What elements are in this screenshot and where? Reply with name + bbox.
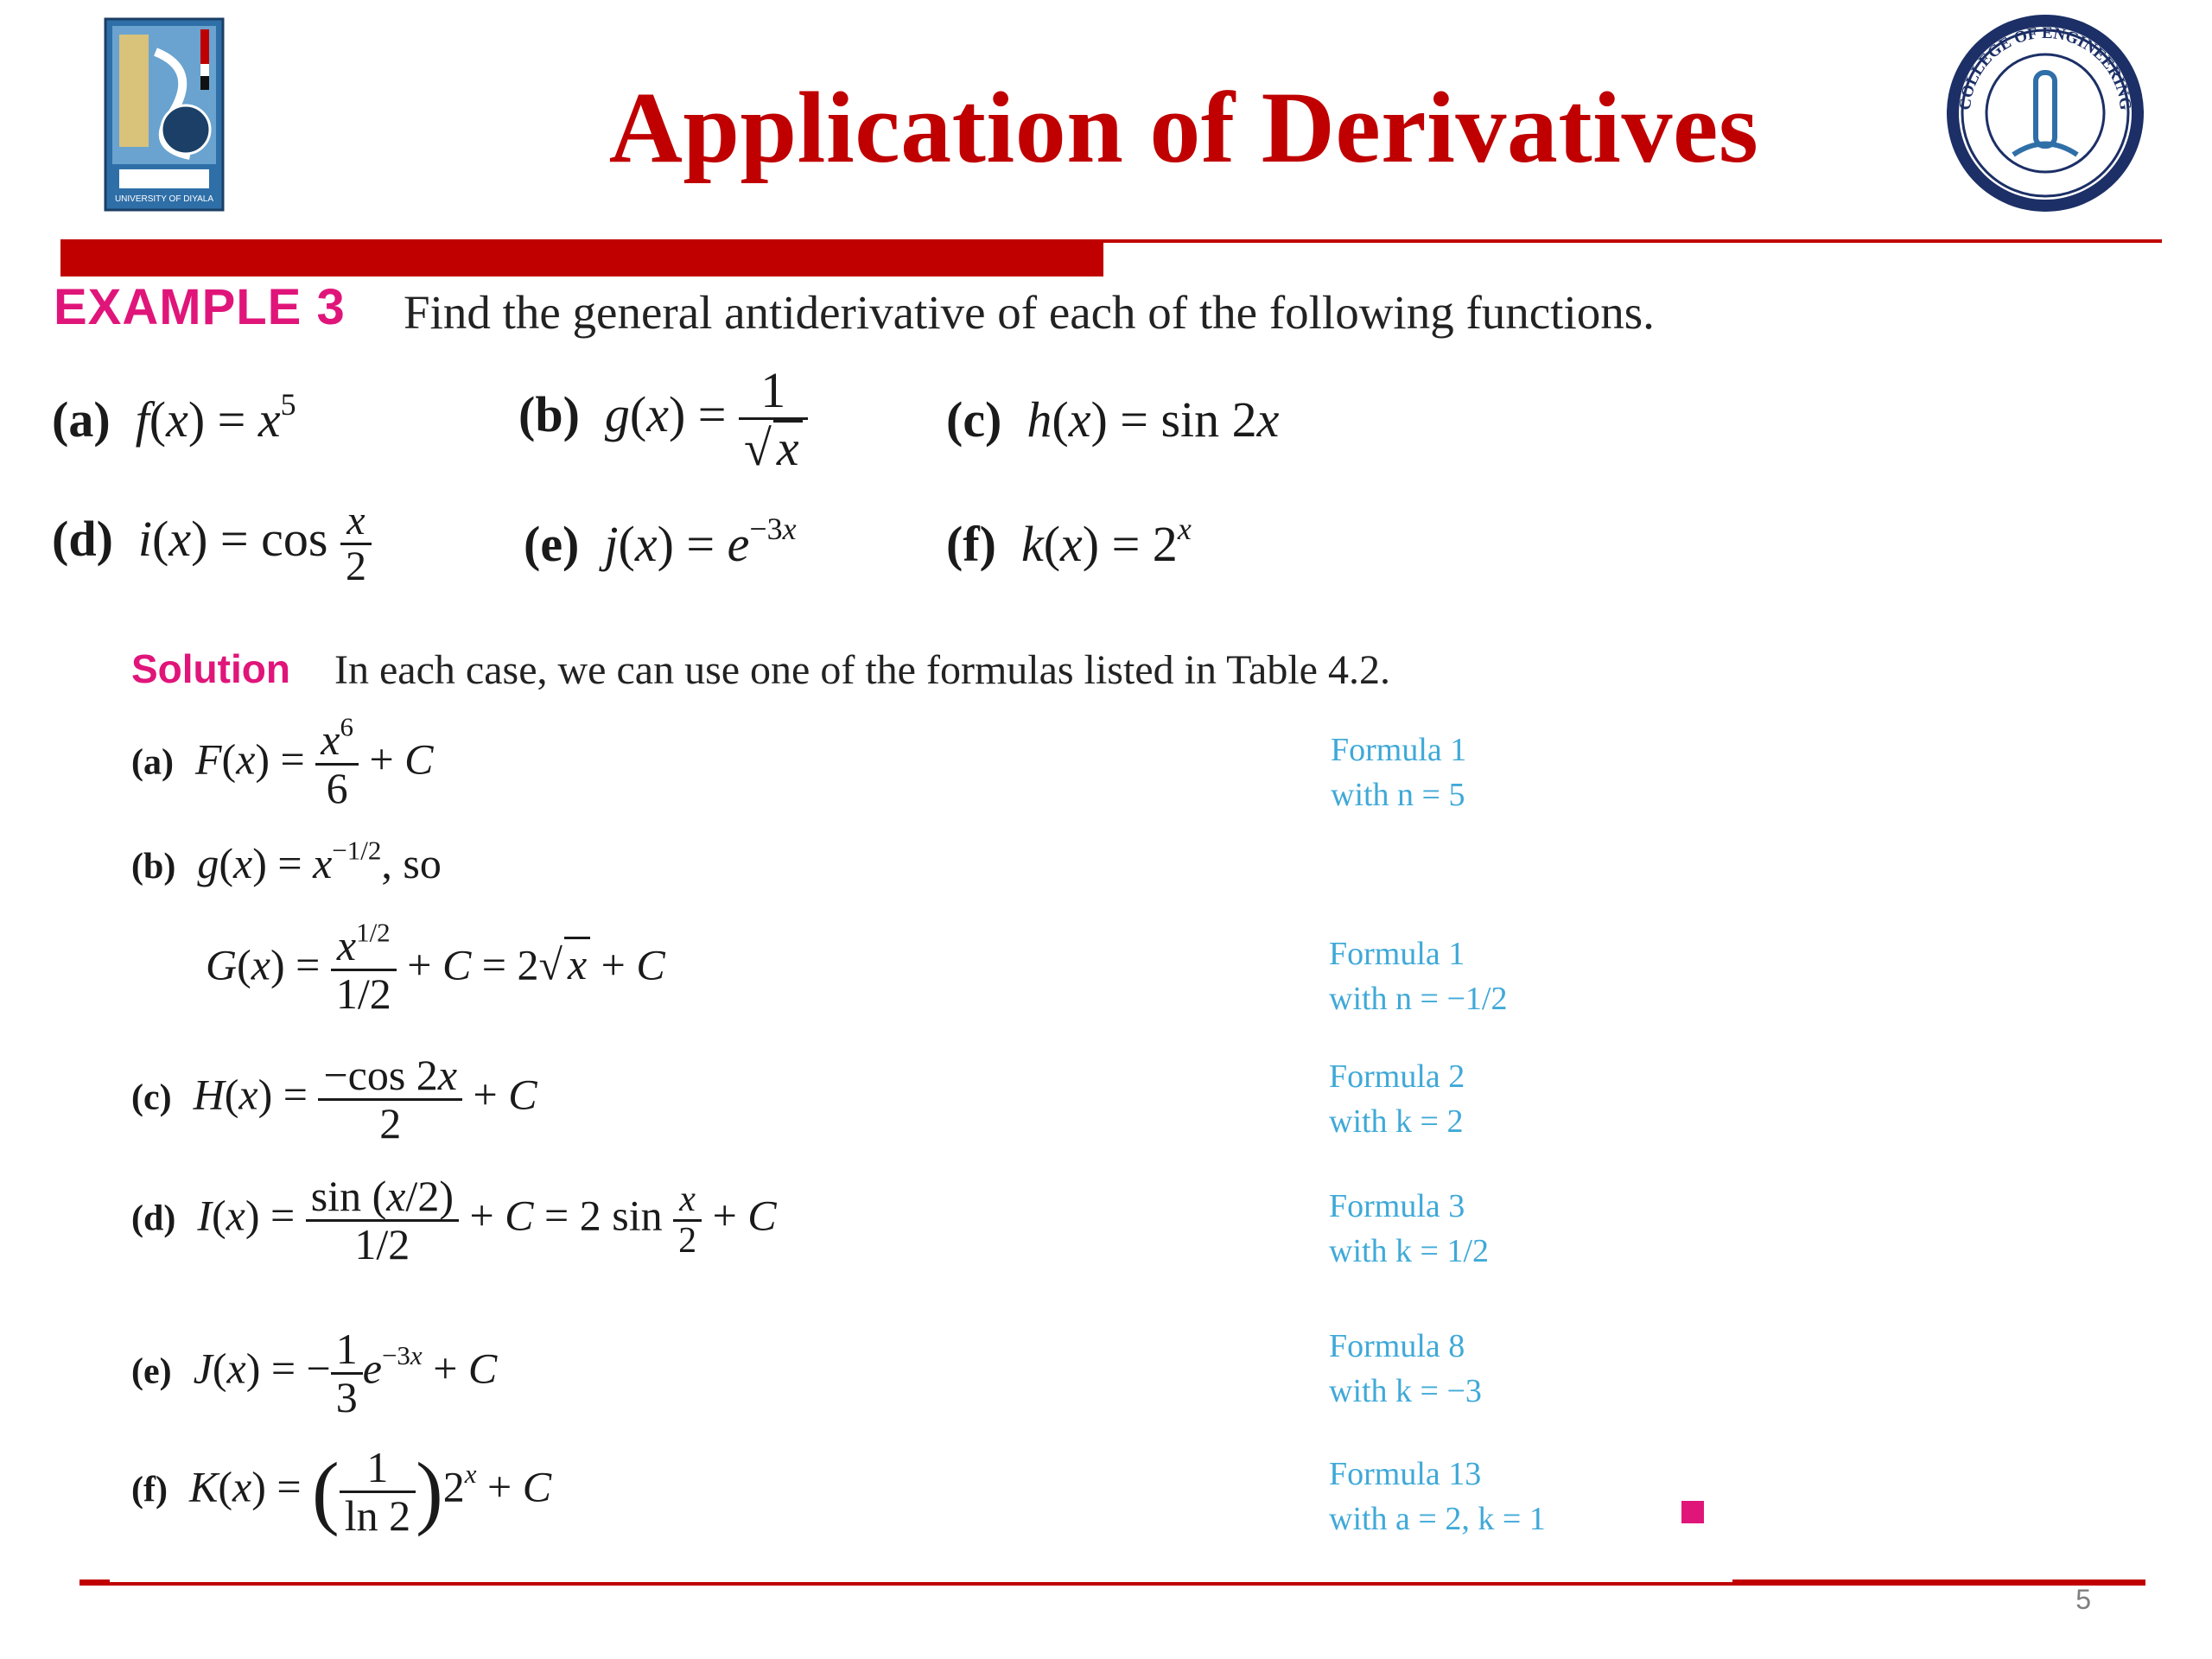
formula-note-detail: with k = 2 xyxy=(1329,1103,1464,1140)
formula-note-title: Formula 3 xyxy=(1329,1188,1465,1224)
solution-item-label: (a) xyxy=(131,742,174,783)
solution-a: (a) F(x) = $\frac{x^6}{6}$ + C xyxy=(131,711,434,812)
solution-item-label: (b) xyxy=(131,847,176,887)
formula-note-title: Formula 13 xyxy=(1329,1456,1482,1492)
problem-a: (a) $f(x) = x^5$ xyxy=(52,386,296,448)
formula-note-detail: with n = −1/2 xyxy=(1329,981,1508,1017)
problem-label: (e) xyxy=(524,516,580,572)
solution-item-label: (e) xyxy=(131,1351,172,1392)
solution-label: Solution xyxy=(131,646,290,691)
solution-b: (b) $g(x) = x^{-1/2}$, so xyxy=(131,835,442,887)
formula-note-e xyxy=(1329,1324,1482,1414)
problem-c: (c) h(x) = sin 2x xyxy=(946,391,1280,448)
problem-label: (c) xyxy=(946,391,1002,448)
formula-note-title: Formula 2 xyxy=(1329,1058,1465,1095)
problem-label: (a) xyxy=(52,391,111,448)
solution-item-label: (f) xyxy=(131,1470,168,1510)
header-divider-thick xyxy=(60,239,1103,276)
solution-item-label: (c) xyxy=(131,1077,172,1118)
formula-note-title: Formula 1 xyxy=(1329,936,1465,972)
solution-b-result: G(x) = $\frac{x^{1/2}}{1/2}$ + C = 2√ x + C xyxy=(206,917,665,1018)
formula-note-b xyxy=(1329,931,1507,1021)
formula-note-detail: with a = 2, k = 1 xyxy=(1329,1501,1546,1537)
formula-note-title: Formula 1 xyxy=(1331,732,1467,768)
solution-f: (f) K(x) = ( $\frac{1}{\ln 2}$ )$2^x + C$ xyxy=(131,1443,552,1540)
problem-label: (d) xyxy=(52,511,113,568)
formula-note-f xyxy=(1329,1452,1546,1541)
formula-note-d xyxy=(1329,1184,1489,1274)
solution-c: (c) H(x) = $\frac{-\cos 2x}{2}$ + C xyxy=(131,1051,537,1147)
solution-d: (d) I(x) = $\frac{\sin (x/2)}{1/2}$ + C = 2 sin $\frac{x}{2}$ + C xyxy=(131,1172,777,1268)
header-divider-thin xyxy=(1103,239,2162,243)
svg-text:COLLEGE OF ENGINEERING: COLLEGE OF ENGINEERING xyxy=(1955,23,2135,111)
problem-d: (d) i(x) = cos $\frac{x}{2}$ xyxy=(52,499,372,589)
solution-item-label: (d) xyxy=(131,1198,176,1239)
problem-f: (f) $k(x) = 2^x$ xyxy=(946,511,1192,572)
formula-note-c xyxy=(1329,1054,1465,1144)
formula-note-a xyxy=(1331,728,1466,817)
solution-e: (e) J(x) = − $\frac{1}{3}$ $e^{-3x} + C$ xyxy=(131,1325,498,1421)
university-logo-caption: UNIVERSITY OF DIYALA xyxy=(114,194,214,204)
problem-b: (b) g(x) = $\frac{1}{√ x}$ xyxy=(518,365,808,475)
example-label: EXAMPLE 3 xyxy=(54,279,346,335)
slide-title: Application of Derivatives xyxy=(608,71,1759,184)
example-prompt: Find the general antiderivative of each of the following functions. xyxy=(404,286,1655,339)
footer-divider-left-accent xyxy=(79,1580,110,1586)
formula-note-detail: with n = 5 xyxy=(1331,777,1465,813)
formula-note-title: Formula 8 xyxy=(1329,1328,1465,1364)
solution-intro: In each case, we can use one of the formulas listed in Table 4.2. xyxy=(334,647,1390,693)
formula-note-detail: with k = −3 xyxy=(1329,1373,1482,1409)
page-number: 5 xyxy=(2075,1584,2091,1615)
formula-note-detail: with k = 1/2 xyxy=(1329,1233,1490,1269)
problem-label: (f) xyxy=(946,516,996,572)
college-seal xyxy=(1944,12,2147,215)
problem-e: (e) $j(x) = e^{-3x}$ xyxy=(524,511,797,572)
end-of-solution-marker xyxy=(1681,1501,1704,1523)
problem-label: (b) xyxy=(518,386,580,443)
